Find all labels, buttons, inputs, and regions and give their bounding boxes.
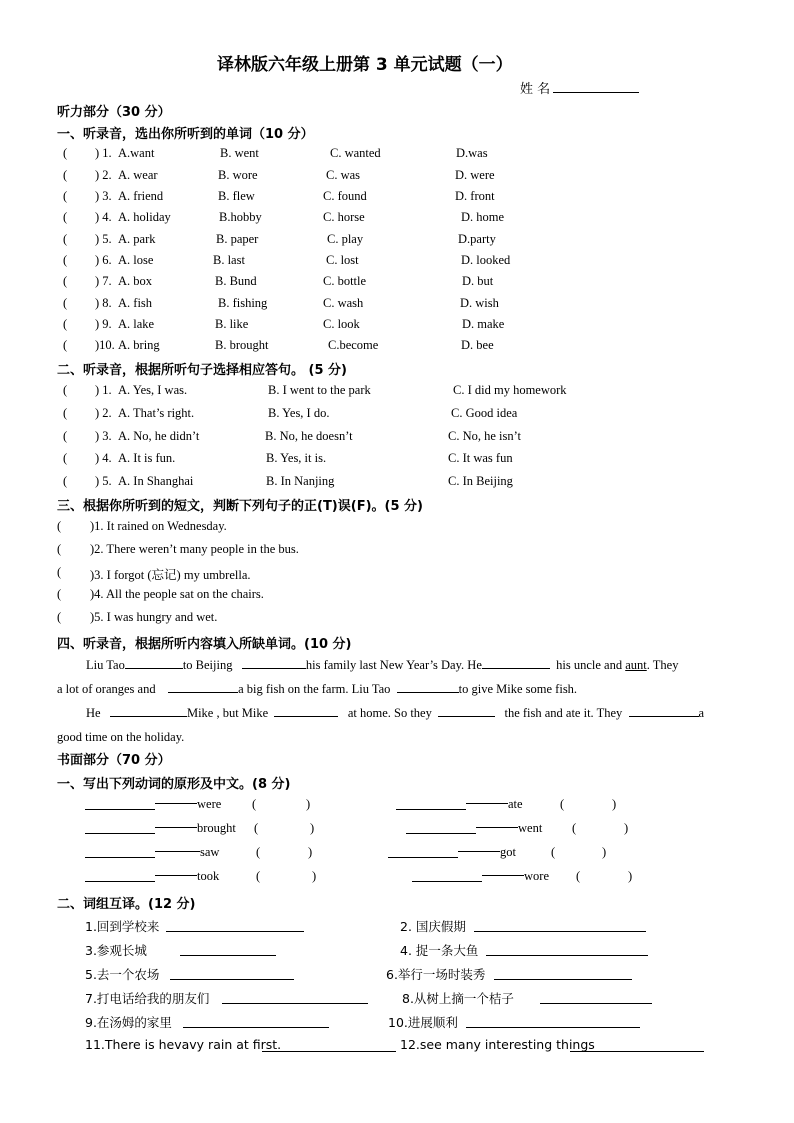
true-false-row [0, 565, 794, 583]
option-a[interactable]: A. No, he didn’t [118, 429, 200, 443]
listening-section-2-title: 二、听录音，根据所听句子选择相应答句。 (5 分) [57, 363, 347, 378]
option-d[interactable]: D. make [462, 317, 505, 331]
translation-blank[interactable] [170, 967, 294, 980]
dash-line [482, 865, 524, 876]
past-verb: took [197, 869, 220, 883]
translation-blank[interactable] [486, 943, 648, 956]
original-form-blank[interactable] [85, 797, 155, 810]
option-a[interactable]: A. lake [118, 317, 155, 331]
question-row [0, 383, 794, 401]
verb-row [0, 821, 794, 839]
listening-section-3-title: 三、根据你所听到的短文，判断下列句子的正(T)误(F)。(5 分) [57, 499, 423, 514]
option-c[interactable]: C. It was fun [448, 451, 513, 465]
statement-text: )4. All the people sat on the chairs. [90, 587, 264, 601]
meaning-paren-open[interactable]: ( [256, 869, 261, 883]
option-a[interactable]: A. holiday [118, 210, 171, 224]
name-blank[interactable] [553, 80, 639, 93]
meaning-paren-close: ) [308, 845, 313, 859]
question-number: ) 5. [95, 232, 112, 246]
option-b[interactable]: B. last [213, 253, 245, 267]
question-number: ) 2. [95, 168, 112, 182]
answer-paren[interactable]: ( [57, 519, 62, 533]
answer-blank[interactable] [242, 657, 306, 669]
answer-paren[interactable]: ( [57, 587, 62, 601]
option-d[interactable]: D.was [456, 146, 488, 160]
question-number: ) 9. [95, 317, 112, 331]
option-b[interactable]: B. I went to the park [268, 383, 371, 397]
option-b[interactable]: B.hobby [219, 210, 262, 224]
listening-section-1-title: 一、听录音，选出你所听到的单词（10 分） [57, 127, 314, 142]
listening-section-4-title: 四、听录音，根据所听内容填入所缺单词。(10 分) [57, 637, 352, 652]
option-b[interactable]: B. went [220, 146, 259, 160]
answer-paren[interactable]: ( [63, 253, 68, 267]
phrase-prompt: 5.去一个农场 [85, 967, 160, 982]
phrase-row [0, 989, 794, 1007]
dash-line [155, 865, 197, 876]
option-c[interactable]: C. In Beijing [448, 474, 513, 488]
dash-line [155, 817, 197, 828]
writing-section-2-title: 二、词组互译。(12 分) [57, 897, 196, 912]
true-false-row [0, 610, 794, 628]
answer-paren[interactable]: ( [63, 429, 68, 443]
past-verb: went [518, 821, 543, 835]
cloze-line-1: Liu Tao to Beijing his family last New Year’s Day. He his uncle and aunt. They [86, 658, 679, 672]
meaning-paren-open[interactable]: ( [576, 869, 581, 883]
answer-blank[interactable] [274, 705, 338, 717]
phrase-prompt: 7.打电话给我的朋友们 [85, 991, 210, 1006]
option-c[interactable]: C. wanted [330, 146, 381, 160]
option-b[interactable]: B. Yes, it is. [266, 451, 327, 465]
past-verb: ate [508, 797, 523, 811]
question-row [0, 189, 794, 207]
original-form-blank[interactable] [396, 797, 466, 810]
verb-row [0, 797, 794, 815]
phrase-prompt: 2. 国庆假期 [400, 919, 466, 934]
answer-paren[interactable]: ( [63, 210, 68, 224]
phrase-row [0, 1013, 794, 1031]
option-b[interactable]: B. fishing [218, 296, 268, 310]
question-row [0, 296, 794, 314]
meaning-paren-open[interactable]: ( [254, 821, 259, 835]
dash-line [155, 841, 200, 852]
past-verb: got [500, 845, 516, 859]
question-number: ) 7. [95, 274, 112, 288]
true-false-row [0, 542, 794, 560]
question-number: ) 1. [95, 383, 112, 397]
answer-blank[interactable] [125, 657, 183, 669]
phrase-prompt: 3.参观长城 [85, 943, 147, 958]
statement-text: )5. I was hungry and wet. [90, 610, 218, 624]
dash-line [466, 793, 508, 804]
answer-blank[interactable] [482, 657, 550, 669]
option-d[interactable]: D. front [455, 189, 495, 203]
meaning-paren-open[interactable]: ( [572, 821, 577, 835]
meaning-paren-close: ) [602, 845, 607, 859]
option-c[interactable]: C.become [328, 338, 379, 352]
phrase-row [0, 941, 794, 959]
question-row [0, 474, 794, 492]
question-row [0, 406, 794, 424]
cloze-line-3: He Mike , but Mike at home. So they the fish and ate it. They a [86, 706, 705, 720]
option-a[interactable]: A. It is fun. [118, 451, 176, 465]
original-form-blank[interactable] [85, 845, 155, 858]
phrase-row [0, 1037, 794, 1055]
answer-paren[interactable]: ( [57, 565, 62, 579]
question-number: ) 4. [95, 210, 112, 224]
phrase-prompt: 11.There is hevavy rain at first. [85, 1037, 282, 1052]
phrase-row [0, 965, 794, 983]
question-number: ) 6. [95, 253, 112, 267]
page-title: 译林版六年级上册第 3 单元试题（一） [217, 55, 513, 75]
meaning-paren-close: ) [624, 821, 629, 835]
statement-text: )2. There weren’t many people in the bus. [90, 542, 299, 556]
option-a[interactable]: A. Yes, I was. [118, 383, 188, 397]
answer-paren[interactable]: ( [63, 317, 68, 331]
answer-paren[interactable]: ( [63, 406, 68, 420]
option-c[interactable]: C. found [323, 189, 367, 203]
option-d[interactable]: D. were [455, 168, 495, 182]
option-b[interactable]: B. like [215, 317, 249, 331]
option-b[interactable]: B. In Nanjing [266, 474, 335, 488]
dash-line [458, 841, 500, 852]
writing-part-title: 书面部分（70 分） [57, 753, 171, 768]
name-field[interactable] [520, 78, 639, 97]
option-a[interactable]: A. That’s right. [118, 406, 195, 420]
option-b[interactable]: B. paper [216, 232, 259, 246]
answer-paren[interactable]: ( [63, 451, 68, 465]
original-form-blank[interactable] [85, 821, 155, 834]
option-c[interactable]: C. Good idea [451, 406, 518, 420]
past-verb: were [197, 797, 222, 811]
phrase-row [0, 917, 794, 935]
option-c[interactable]: C. horse [323, 210, 365, 224]
listening-part-title: 听力部分（30 分） [57, 105, 171, 120]
question-number: ) 4. [95, 451, 112, 465]
translation-blank[interactable] [494, 967, 632, 980]
option-d[interactable]: D. looked [461, 253, 511, 267]
option-c[interactable]: C. bottle [323, 274, 367, 288]
past-verb: brought [197, 821, 236, 835]
option-a[interactable]: A. bring [118, 338, 160, 352]
original-form-blank[interactable] [412, 869, 482, 882]
verb-row [0, 845, 794, 863]
phrase-prompt: 1.回到学校来 [85, 919, 160, 934]
answer-blank[interactable] [168, 681, 238, 693]
question-number: )10. [95, 338, 115, 352]
question-row [0, 451, 794, 469]
answer-paren[interactable]: ( [63, 296, 68, 310]
question-row [0, 274, 794, 292]
translation-blank[interactable] [474, 919, 646, 932]
original-form-blank[interactable] [388, 845, 458, 858]
option-d[interactable]: D. wish [460, 296, 499, 310]
option-c[interactable]: C. wash [323, 296, 364, 310]
option-a[interactable]: A. lose [118, 253, 154, 267]
answer-paren[interactable]: ( [63, 168, 68, 182]
option-c[interactable]: C. No, he isn’t [448, 429, 522, 443]
question-row [0, 210, 794, 228]
translation-blank[interactable] [466, 1015, 640, 1028]
cloze-paragraph [57, 653, 740, 749]
answer-paren[interactable]: ( [63, 146, 68, 160]
name-label: 姓 名 [520, 82, 551, 97]
option-c[interactable]: C. I did my homework [453, 383, 567, 397]
option-d[interactable]: D.party [458, 232, 496, 246]
option-c[interactable]: C. was [326, 168, 361, 182]
verb-row [0, 869, 794, 887]
option-b[interactable]: B. Yes, I do. [268, 406, 330, 420]
option-b[interactable]: B. wore [218, 168, 258, 182]
meaning-paren-close: ) [310, 821, 315, 835]
phrase-prompt: 10.进展顺利 [388, 1015, 458, 1030]
original-form-blank[interactable] [85, 869, 155, 882]
answer-paren[interactable]: ( [57, 542, 62, 556]
translation-blank[interactable] [262, 1039, 396, 1052]
phrase-prompt: 9.在汤姆的家里 [85, 1015, 172, 1030]
translation-blank[interactable] [222, 991, 368, 1004]
cloze-line-2: a lot of oranges and a big fish on the farm. Liu Tao to give Mike some fish. [57, 682, 578, 696]
option-a[interactable]: A.want [118, 146, 155, 160]
option-a[interactable]: A. In Shanghai [118, 474, 194, 488]
option-a[interactable]: A. friend [118, 189, 164, 203]
option-d[interactable]: D. home [461, 210, 505, 224]
question-row [0, 253, 794, 271]
question-row [0, 232, 794, 250]
option-c[interactable]: C. look [323, 317, 360, 331]
option-b[interactable]: B. Bund [215, 274, 257, 288]
answer-paren[interactable]: ( [63, 189, 68, 203]
answer-blank[interactable] [397, 681, 459, 693]
option-a[interactable]: A. fish [118, 296, 153, 310]
past-verb: saw [200, 845, 220, 859]
option-b[interactable]: B. flew [218, 189, 255, 203]
dash-line [476, 817, 518, 828]
original-form-blank[interactable] [406, 821, 476, 834]
statement-text: )1. It rained on Wednesday. [90, 519, 227, 533]
translation-blank[interactable] [183, 1015, 329, 1028]
question-number: ) 8. [95, 296, 112, 310]
answer-paren[interactable]: ( [57, 610, 62, 624]
meaning-paren-close: ) [312, 869, 317, 883]
meaning-paren-close: ) [306, 797, 311, 811]
meaning-paren-open[interactable]: ( [256, 845, 261, 859]
writing-section-1-title: 一、写出下列动词的原形及中文。(8 分) [57, 777, 291, 792]
answer-paren[interactable]: ( [63, 383, 68, 397]
answer-paren[interactable]: ( [63, 338, 68, 352]
statement-text: )3. I forgot (忘记) my umbrella. [90, 568, 251, 582]
meaning-paren-open[interactable]: ( [551, 845, 556, 859]
translation-blank[interactable] [540, 991, 652, 1004]
question-row [0, 146, 794, 164]
option-a[interactable]: A. wear [118, 168, 158, 182]
question-number: ) 1. [95, 146, 112, 160]
option-c[interactable]: C. play [327, 232, 364, 246]
question-row [0, 338, 794, 356]
question-row [0, 317, 794, 335]
meaning-paren-open[interactable]: ( [560, 797, 565, 811]
meaning-paren-open[interactable]: ( [252, 797, 257, 811]
translation-blank[interactable] [166, 919, 304, 932]
phrase-prompt: 6.举行一场时装秀 [386, 967, 486, 982]
option-b[interactable]: B. brought [215, 338, 269, 352]
translation-blank[interactable] [180, 943, 276, 956]
answer-paren[interactable]: ( [63, 232, 68, 246]
true-false-row [0, 519, 794, 537]
meaning-paren-close: ) [612, 797, 617, 811]
option-b[interactable]: B. No, he doesn’t [265, 429, 353, 443]
answer-paren[interactable]: ( [63, 274, 68, 288]
phrase-prompt: 4. 捉一条大鱼 [400, 943, 479, 958]
option-d[interactable]: D. but [462, 274, 494, 288]
answer-blank[interactable] [110, 705, 187, 717]
option-a[interactable]: A. box [118, 274, 153, 288]
answer-blank[interactable] [438, 705, 495, 717]
question-number: ) 5. [95, 474, 112, 488]
option-c[interactable]: C. lost [326, 253, 359, 267]
question-row [0, 168, 794, 186]
answer-blank[interactable] [629, 705, 699, 717]
past-verb: wore [524, 869, 549, 883]
cloze-line-4: good time on the holiday. [57, 730, 185, 744]
meaning-paren-close: ) [628, 869, 633, 883]
option-a[interactable]: A. park [118, 232, 156, 246]
true-false-row [0, 587, 794, 605]
dash-line [155, 793, 197, 804]
answer-paren[interactable]: ( [63, 474, 68, 488]
question-number: ) 3. [95, 189, 112, 203]
question-number: ) 3. [95, 429, 112, 443]
question-row [0, 429, 794, 447]
phrase-prompt: 8.从树上摘一个桔子 [402, 991, 514, 1006]
option-d[interactable]: D. bee [461, 338, 494, 352]
translation-blank[interactable] [570, 1039, 704, 1052]
phrase-prompt: 12.see many interesting things [400, 1037, 595, 1052]
question-number: ) 2. [95, 406, 112, 420]
